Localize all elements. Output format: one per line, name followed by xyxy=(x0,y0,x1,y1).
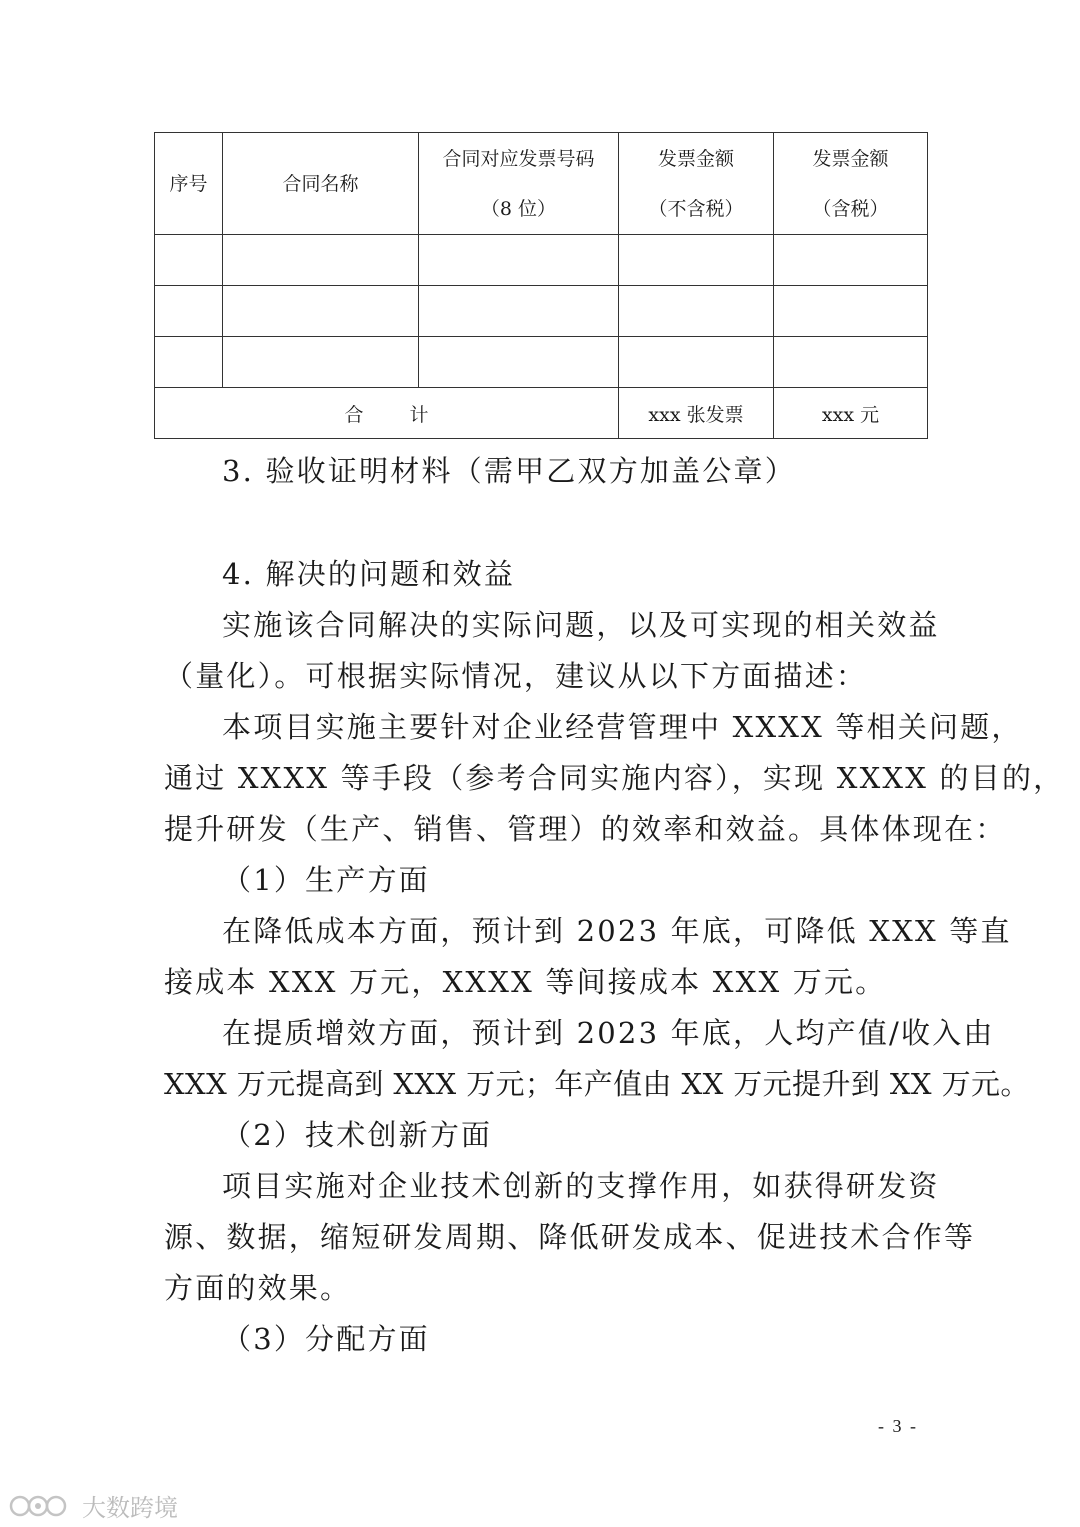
item-4-heading: 4. 解决的问题和效益 xyxy=(222,557,516,591)
table-cell xyxy=(155,235,223,286)
paragraph-line: 源、数据，缩短研发周期、降低研发成本、促进技术合作等 xyxy=(164,1220,976,1254)
watermark xyxy=(8,1488,178,1523)
table-cell xyxy=(155,286,223,337)
paragraph-line: 通过 XXXX 等手段（参考合同实施内容），实现 XXXX 的目的， xyxy=(164,761,1065,795)
table-cell xyxy=(774,337,928,388)
header-amount-incl-tax: 发票金额 （含税） xyxy=(774,133,928,235)
paragraph-line: 在提质增效方面，预计到 2023 年底，人均产值/收入由 xyxy=(222,1016,995,1050)
page-number: - 3 - xyxy=(878,1416,918,1436)
table-cell xyxy=(619,286,774,337)
table-cell xyxy=(419,337,619,388)
header-contract-name: 合同名称 xyxy=(223,133,419,235)
paragraph-line: 在降低成本方面，预计到 2023 年底，可降低 XXX 等直 xyxy=(222,914,1012,948)
item-3-acceptance: 3. 验收证明材料（需甲乙双方加盖公章） xyxy=(222,454,796,488)
header-amount-excl-tax: 发票金额 （不含税） xyxy=(619,133,774,235)
total-invoice-count: xxx 张发票 xyxy=(619,388,774,439)
table-cell xyxy=(619,337,774,388)
table-cell xyxy=(774,286,928,337)
paragraph-line: 提升研发（生产、销售、管理）的效率和效益。具体体现在： xyxy=(164,812,1007,846)
table-cell xyxy=(419,235,619,286)
paragraph-line: （量化）。可根据实际情况，建议从以下方面描述： xyxy=(164,659,868,693)
invoice-table xyxy=(154,132,928,439)
subheading-tech-innovation: （2）技术创新方面 xyxy=(222,1118,493,1152)
paragraph-line: 方面的效果。 xyxy=(164,1271,352,1305)
table-row xyxy=(155,337,928,388)
table-row xyxy=(155,235,928,286)
table-row xyxy=(155,286,928,337)
table-total-row xyxy=(155,388,928,439)
table-cell xyxy=(223,286,419,337)
table-cell xyxy=(774,235,928,286)
total-label: 合计 xyxy=(155,388,619,439)
paragraph-line: XXX 万元提高到 XXX 万元；年产值由 XX 万元提升到 XX 万元。 xyxy=(164,1067,1030,1101)
table-cell xyxy=(223,235,419,286)
paragraph-line: 本项目实施主要针对企业经营管理中 XXXX 等相关问题， xyxy=(222,710,1023,744)
subheading-production: （1）生产方面 xyxy=(222,863,430,897)
table-cell xyxy=(419,286,619,337)
paragraph-line: 项目实施对企业技术创新的支撑作用，如获得研发资 xyxy=(222,1169,940,1203)
watermark-text: 大数跨境 xyxy=(82,1494,178,1522)
header-seq: 序号 xyxy=(155,133,223,235)
header-invoice-number: 合同对应发票号码 （8 位） xyxy=(419,133,619,235)
subheading-distribution: （3）分配方面 xyxy=(222,1322,430,1356)
table-header-row xyxy=(155,133,928,235)
total-amount: xxx 元 xyxy=(774,388,928,439)
table-cell xyxy=(223,337,419,388)
watermark-logo-icon xyxy=(8,1491,76,1521)
paragraph-line: 接成本 XXX 万元，XXXX 等间接成本 XXX 万元。 xyxy=(164,965,887,999)
table-cell xyxy=(155,337,223,388)
table-cell xyxy=(619,235,774,286)
paragraph-line: 实施该合同解决的实际问题，以及可实现的相关效益 xyxy=(222,608,940,642)
